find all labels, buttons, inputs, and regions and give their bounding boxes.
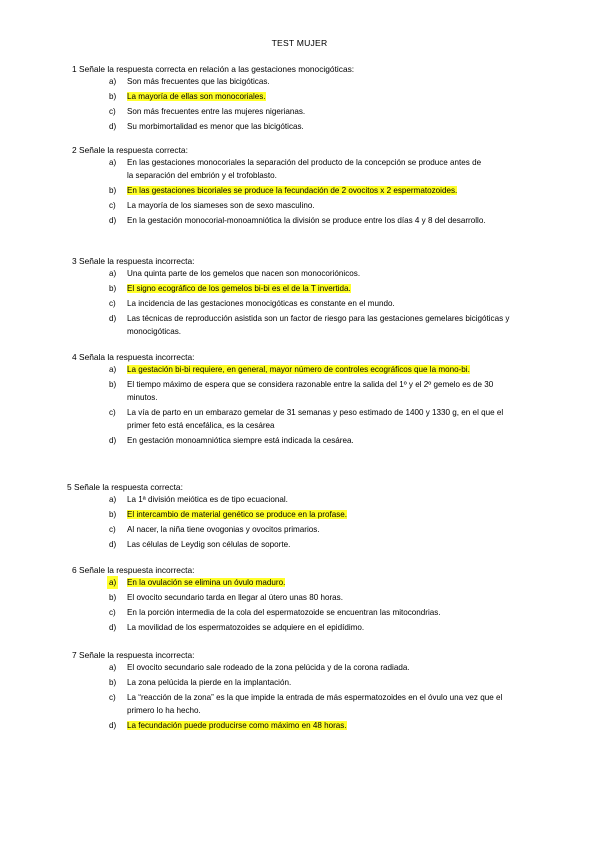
option-d [72, 120, 532, 133]
question-title: 7 Señale la respuesta incorrecta: [72, 650, 195, 660]
option-text-highlighted: El intercambio de material genético se produce en la profase. [127, 510, 348, 519]
option-letter: d) [109, 540, 117, 549]
question-title: 1 Señale la respuesta correcta en relación a las gestaciones monocigóticas: [72, 64, 355, 74]
option-letter: b) [109, 186, 117, 195]
option-letter: c) [109, 107, 116, 116]
option-letter: b) [109, 380, 117, 389]
option-b [72, 378, 532, 404]
question-4 [72, 352, 532, 447]
option-text: El ovocito secundario tarda en llegar al útero unas 80 horas. [127, 593, 343, 602]
option-text: La movilidad de los espermatozoides se adquiere en el epidídimo. [127, 623, 365, 632]
option-letter: d) [109, 216, 117, 225]
option-b [72, 90, 532, 103]
question-title: 2 Señale la respuesta correcta: [72, 145, 188, 155]
option-b [72, 282, 532, 295]
option-d [72, 312, 532, 338]
option-text: La incidencia de las gestaciones monocigóticas es constante en el mundo. [127, 299, 395, 308]
question-6 [72, 565, 532, 634]
option-letter: b) [109, 678, 117, 687]
option-text: La 1ª división meiótica es de tipo ecuacional. [127, 495, 288, 504]
option-letter: b) [109, 510, 117, 519]
option-letter: d) [109, 436, 117, 445]
option-a [72, 661, 532, 674]
option-c [72, 523, 532, 536]
option-b [72, 184, 532, 197]
question-title: 4 Señala la respuesta incorrecta: [72, 352, 195, 362]
option-a [72, 576, 532, 589]
option-b [72, 676, 532, 689]
option-c [72, 199, 532, 212]
option-text-highlighted: El signo ecográfico de los gemelos bi-bi es el de la T invertida. [127, 284, 351, 293]
question-title: 6 Señale la respuesta incorrecta: [72, 565, 195, 575]
question-title: 5 Señale la respuesta correcta: [67, 482, 183, 492]
option-text: La vía de parto en un embarazo gemelar de 31 semanas y peso estimado de 1400 y 1330 g, en el que el primer feto está encefálica, es la cesárea [127, 408, 504, 430]
option-d [72, 719, 532, 732]
option-text: En gestación monoamniótica siempre está indicada la cesárea. [127, 436, 354, 445]
option-text: Las células de Leydig son células de soporte. [127, 540, 291, 549]
option-a [72, 75, 532, 88]
option-letter: d) [109, 314, 117, 323]
question-1 [72, 64, 532, 133]
option-letter: c) [109, 299, 116, 308]
option-text-highlighted: La gestación bi-bi requiere, en general, mayor número de controles ecográficos que la mono-bi. [127, 365, 470, 374]
option-letter: c) [109, 608, 116, 617]
option-text: Son más frecuentes que las bicigóticas. [127, 77, 270, 86]
option-text: Al nacer, la niña tiene ovogonias y ovocitos primarios. [127, 525, 320, 534]
option-text: El ovocito secundario sale rodeado de la zona pelúcida y de la corona radiada. [127, 663, 410, 672]
option-letter: b) [109, 92, 117, 101]
document-title: TEST MUJER [271, 38, 328, 48]
option-a [72, 493, 532, 506]
option-letter: c) [109, 525, 116, 534]
option-a [72, 156, 532, 182]
option-letter: c) [109, 201, 116, 210]
option-text: Una quinta parte de los gemelos que nacen son monocoriónicos. [127, 269, 361, 278]
option-letter: a) [109, 495, 117, 504]
option-d [72, 621, 532, 634]
option-d [72, 538, 532, 551]
option-text: El tiempo máximo de espera que se considera razonable entre la salida del 1º y el 2º gemelo es de 30 minutos. [127, 380, 494, 402]
option-c [72, 406, 532, 432]
option-letter: d) [109, 122, 117, 131]
option-text: Su morbimortalidad es menor que las bicigóticas. [127, 122, 304, 131]
question-7 [72, 650, 532, 732]
option-text-highlighted: La fecundación puede producirse como máximo en 48 horas. [127, 721, 347, 730]
option-text: En la gestación monocorial-monoamniótica la división se produce entre los días 4 y 8 del desarrollo. [127, 216, 486, 225]
option-letter: d) [109, 721, 117, 730]
option-text-highlighted: En las gestaciones bicoriales se produce la fecundación de 2 ovocitos x 2 espermatozoides. [127, 186, 458, 195]
option-b [72, 508, 532, 521]
option-text: Las técnicas de reproducción asistida son un factor de riesgo para las gestaciones gemelares bicigóticas y monocigóticas. [127, 314, 510, 336]
question-title: 3 Señale la respuesta incorrecta: [72, 256, 195, 266]
option-a [72, 363, 532, 376]
option-text: La zona pelúcida la pierde en la implantación. [127, 678, 292, 687]
option-letter: b) [109, 284, 117, 293]
option-letter: a) [109, 269, 117, 278]
option-text: La mayoría de los siameses son de sexo masculino. [127, 201, 315, 210]
option-letter: a) [109, 77, 117, 86]
option-letter: a) [109, 158, 117, 167]
option-letter: b) [109, 593, 117, 602]
option-d [72, 434, 532, 447]
option-d [72, 214, 532, 227]
option-letter: d) [109, 623, 117, 632]
question-3 [72, 256, 532, 338]
option-text: En la porción intermedia de la cola del espermatozoide se encuentran las mitocondrias. [127, 608, 441, 617]
question-2 [72, 145, 532, 227]
option-letter: a) [109, 365, 117, 374]
option-text-highlighted: En la ovulación se elimina un óvulo maduro. [127, 578, 286, 587]
option-b [72, 591, 532, 604]
option-letter-highlighted: a) [109, 578, 117, 587]
option-c [72, 297, 532, 310]
option-c [72, 105, 532, 118]
option-text-highlighted: La mayoría de ellas son monocoriales. [127, 92, 266, 101]
question-5 [67, 482, 532, 551]
option-c [72, 691, 532, 717]
option-text: La “reacción de la zona” es la que impide la entrada de más espermatozoides en el óvulo una vez que el primero lo ha hecho. [127, 693, 503, 715]
option-letter: c) [109, 408, 116, 417]
option-letter: a) [109, 663, 117, 672]
option-c [72, 606, 532, 619]
option-text: Son más frecuentes entre las mujeres nigerianas. [127, 107, 306, 116]
option-letter: c) [109, 693, 116, 702]
option-text: En las gestaciones monocoriales la separación del producto de la concepción se produce antes de la separación del embrión y el trofoblasto. [127, 158, 482, 180]
option-a [72, 267, 532, 280]
